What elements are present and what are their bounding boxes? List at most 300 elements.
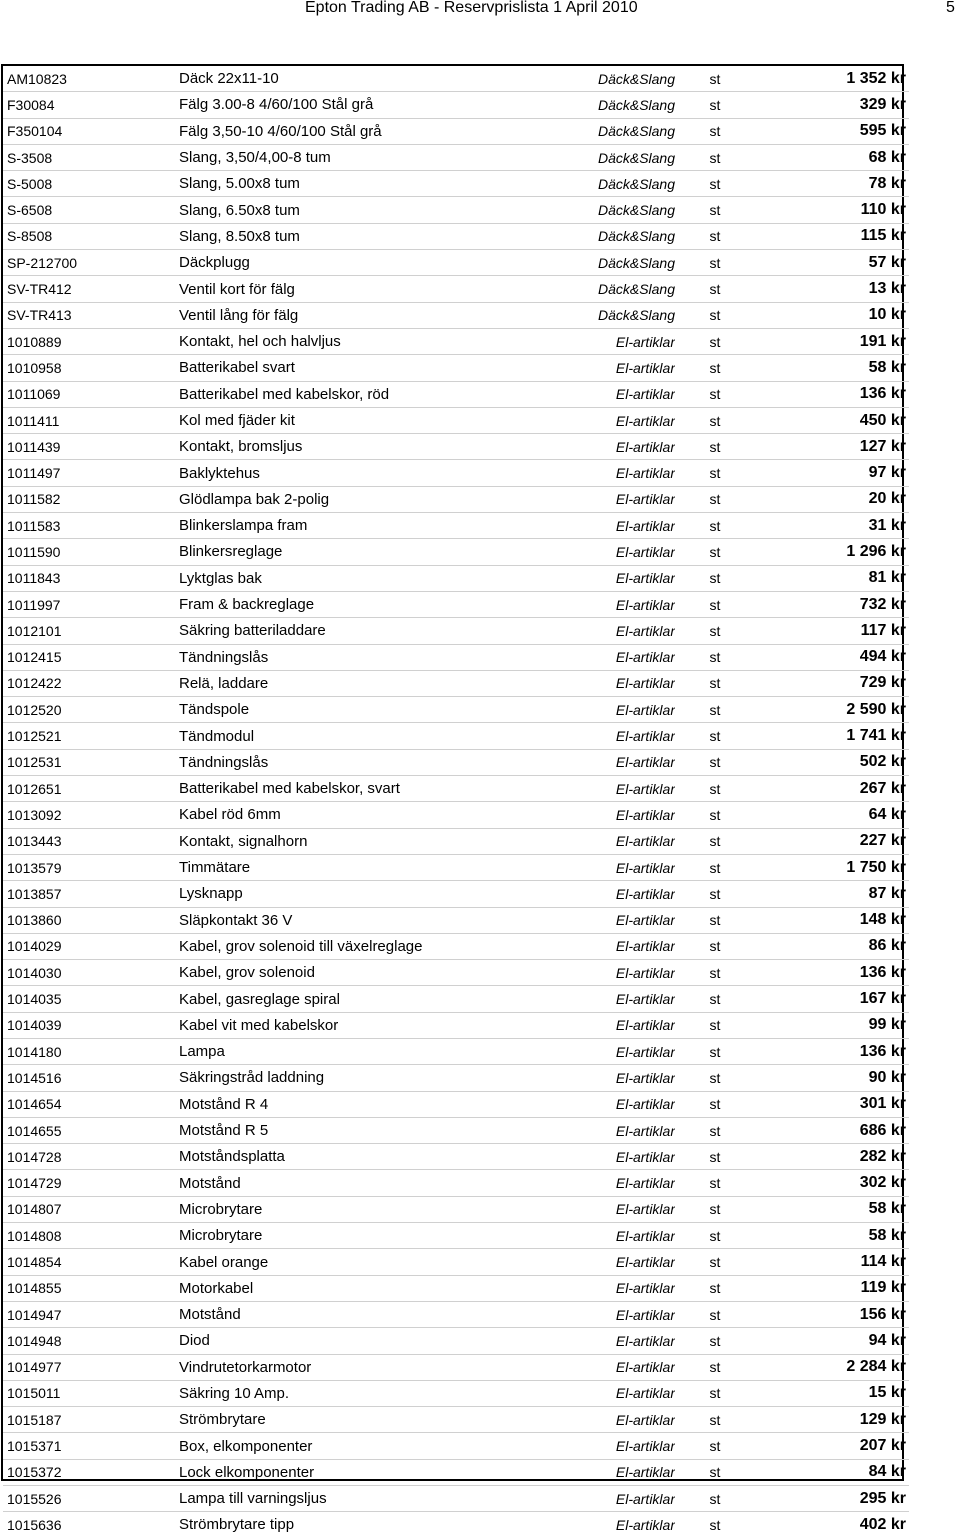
part-unit: st bbox=[675, 986, 755, 1012]
part-number: 1011997 bbox=[3, 591, 179, 617]
part-category: El-artiklar bbox=[615, 1516, 675, 1533]
part-price: 227 kr bbox=[755, 828, 909, 854]
part-category: El-artiklar bbox=[559, 486, 675, 512]
table-row bbox=[3, 1328, 909, 1354]
part-number: S-6508 bbox=[3, 197, 179, 223]
part-category: El-artiklar bbox=[559, 1433, 675, 1459]
part-description: Motstånd R 5 bbox=[179, 1117, 559, 1143]
part-price: 1 741 kr bbox=[755, 723, 909, 749]
part-unit: st bbox=[675, 539, 755, 565]
part-price: 2 284 kr bbox=[755, 1354, 909, 1380]
part-description: Slang, 3,50/4,00-8 tum bbox=[179, 144, 559, 170]
part-description: Tändmodul bbox=[179, 723, 559, 749]
part-unit: st bbox=[675, 907, 755, 933]
table-row bbox=[3, 907, 909, 933]
part-category: El-artiklar bbox=[559, 434, 675, 460]
part-description: Motstånd bbox=[179, 1301, 559, 1327]
part-description: Lampa till varningsljus bbox=[179, 1486, 559, 1512]
part-description: Motorkabel bbox=[179, 1275, 559, 1301]
part-category: Däck&Slang bbox=[559, 66, 675, 92]
part-unit: st bbox=[675, 1301, 755, 1327]
part-price: 20 kr bbox=[755, 486, 909, 512]
part-number: 1013860 bbox=[3, 907, 179, 933]
part-price: 58 kr bbox=[755, 355, 909, 381]
part-description: Säkring batteriladdare bbox=[179, 618, 559, 644]
part-description: Vindrutetorkarmotor bbox=[179, 1354, 559, 1380]
part-number: SV-TR413 bbox=[3, 302, 179, 328]
part-category: El-artiklar bbox=[559, 1196, 675, 1222]
part-unit: st bbox=[675, 854, 755, 880]
table-row bbox=[3, 749, 909, 775]
part-number: 1014728 bbox=[3, 1144, 179, 1170]
part-number: 1014035 bbox=[3, 986, 179, 1012]
table-row bbox=[3, 1117, 909, 1143]
part-category: El-artiklar bbox=[559, 986, 675, 1012]
part-number: SV-TR412 bbox=[3, 276, 179, 302]
part-number: S-3508 bbox=[3, 144, 179, 170]
part-description: Relä, laddare bbox=[179, 670, 559, 696]
part-category: El-artiklar bbox=[559, 1275, 675, 1301]
part-number: 1014948 bbox=[3, 1328, 179, 1354]
part-unit: st bbox=[675, 171, 755, 197]
table-row bbox=[3, 250, 909, 276]
part-category: El-artiklar bbox=[559, 960, 675, 986]
part-description: Box, elkomponenter bbox=[179, 1433, 559, 1459]
part-number: 1011843 bbox=[3, 565, 179, 591]
part-price: 114 kr bbox=[755, 1249, 909, 1275]
part-number: 1014655 bbox=[3, 1117, 179, 1143]
part-description: Ventil lång för fälg bbox=[179, 302, 559, 328]
table-row bbox=[3, 1065, 909, 1091]
part-description: Ventil kort för fälg bbox=[179, 276, 559, 302]
part-description: Slang, 8.50x8 tum bbox=[179, 223, 559, 249]
part-price: 1 352 kr bbox=[755, 66, 909, 92]
part-category: El-artiklar bbox=[559, 828, 675, 854]
part-category: Däck&Slang bbox=[559, 171, 675, 197]
part-price: 402 kr bbox=[859, 1515, 906, 1533]
part-unit: st bbox=[675, 618, 755, 644]
part-unit: st bbox=[675, 697, 755, 723]
table-row bbox=[3, 1012, 909, 1038]
part-unit: st bbox=[675, 381, 755, 407]
part-description: Kabel, gasreglage spiral bbox=[179, 986, 559, 1012]
part-description: Motstånd bbox=[179, 1170, 559, 1196]
part-unit: st bbox=[675, 1038, 755, 1064]
part-price: 84 kr bbox=[755, 1459, 909, 1485]
part-category: El-artiklar bbox=[559, 328, 675, 354]
part-price: 494 kr bbox=[755, 644, 909, 670]
part-unit: st bbox=[675, 460, 755, 486]
part-price: 148 kr bbox=[755, 907, 909, 933]
part-number: 1014030 bbox=[3, 960, 179, 986]
part-number: 1015371 bbox=[3, 1433, 179, 1459]
part-category: El-artiklar bbox=[559, 591, 675, 617]
part-category: El-artiklar bbox=[559, 1117, 675, 1143]
part-category: El-artiklar bbox=[559, 697, 675, 723]
part-unit: st bbox=[675, 723, 755, 749]
part-price: 167 kr bbox=[755, 986, 909, 1012]
part-price: 119 kr bbox=[755, 1275, 909, 1301]
part-category: El-artiklar bbox=[559, 881, 675, 907]
part-description: Lock elkomponenter bbox=[179, 1459, 559, 1485]
part-description: Timmätare bbox=[179, 854, 559, 880]
part-unit: st bbox=[675, 1459, 755, 1485]
part-category: El-artiklar bbox=[559, 749, 675, 775]
part-unit: st bbox=[675, 1249, 755, 1275]
part-category: El-artiklar bbox=[559, 1091, 675, 1117]
part-unit: st bbox=[675, 66, 755, 92]
table-row bbox=[3, 1275, 909, 1301]
part-number: 1014729 bbox=[3, 1170, 179, 1196]
part-description: Lysknapp bbox=[179, 881, 559, 907]
part-category: El-artiklar bbox=[559, 776, 675, 802]
part-number: 1014807 bbox=[3, 1196, 179, 1222]
part-unit: st bbox=[675, 1407, 755, 1433]
part-unit: st bbox=[675, 1223, 755, 1249]
part-price: 68 kr bbox=[755, 144, 909, 170]
part-number: 1014947 bbox=[3, 1301, 179, 1327]
part-price: 1 750 kr bbox=[755, 854, 909, 880]
part-description: Blinkerslampa fram bbox=[179, 513, 559, 539]
part-category: El-artiklar bbox=[559, 854, 675, 880]
part-number: 1014039 bbox=[3, 1012, 179, 1038]
part-description: Motståndsplatta bbox=[179, 1144, 559, 1170]
part-unit: st bbox=[675, 1328, 755, 1354]
part-category: El-artiklar bbox=[559, 513, 675, 539]
part-unit: st bbox=[675, 565, 755, 591]
part-unit: st bbox=[675, 355, 755, 381]
part-unit: st bbox=[675, 960, 755, 986]
part-unit: st bbox=[675, 1144, 755, 1170]
table-row bbox=[3, 1486, 909, 1512]
part-number: 1012101 bbox=[3, 618, 179, 644]
part-number: 1015187 bbox=[3, 1407, 179, 1433]
part-number: 1013443 bbox=[3, 828, 179, 854]
part-unit: st bbox=[675, 92, 755, 118]
part-price: 302 kr bbox=[755, 1170, 909, 1196]
part-unit: st bbox=[675, 407, 755, 433]
part-category: Däck&Slang bbox=[559, 118, 675, 144]
part-number: 1015372 bbox=[3, 1459, 179, 1485]
part-number: 1011583 bbox=[3, 513, 179, 539]
part-price: 78 kr bbox=[755, 171, 909, 197]
part-number: F350104 bbox=[3, 118, 179, 144]
part-category: El-artiklar bbox=[559, 1459, 675, 1485]
part-category: El-artiklar bbox=[559, 565, 675, 591]
part-number: 1014516 bbox=[3, 1065, 179, 1091]
part-unit: st bbox=[675, 1012, 755, 1038]
part-unit: st bbox=[675, 434, 755, 460]
table-row bbox=[3, 986, 909, 1012]
part-category: El-artiklar bbox=[559, 460, 675, 486]
part-category: El-artiklar bbox=[559, 1301, 675, 1327]
table-row bbox=[3, 302, 909, 328]
part-price: 87 kr bbox=[755, 881, 909, 907]
part-price: 90 kr bbox=[755, 1065, 909, 1091]
part-price: 2 590 kr bbox=[755, 697, 909, 723]
part-price: 136 kr bbox=[755, 1038, 909, 1064]
part-description: Kontakt, hel och halvljus bbox=[179, 328, 559, 354]
part-unit: st bbox=[675, 1380, 755, 1406]
part-number: 1015011 bbox=[3, 1380, 179, 1406]
table-row bbox=[3, 144, 909, 170]
part-price: 267 kr bbox=[755, 776, 909, 802]
part-unit: st bbox=[675, 881, 755, 907]
part-number: 1014855 bbox=[3, 1275, 179, 1301]
part-unit: st bbox=[675, 1433, 755, 1459]
table-row bbox=[3, 1380, 909, 1406]
part-description: Kabel orange bbox=[179, 1249, 559, 1275]
table-row bbox=[3, 513, 909, 539]
table-row bbox=[3, 618, 909, 644]
part-category: El-artiklar bbox=[559, 1038, 675, 1064]
table-row bbox=[3, 1354, 909, 1380]
part-price: 136 kr bbox=[755, 381, 909, 407]
part-description: Kabel, grov solenoid till växelreglage bbox=[179, 933, 559, 959]
part-category: El-artiklar bbox=[559, 802, 675, 828]
part-number: AM10823 bbox=[3, 66, 179, 92]
part-unit: st bbox=[675, 276, 755, 302]
part-category: El-artiklar bbox=[559, 1249, 675, 1275]
part-price: 686 kr bbox=[755, 1117, 909, 1143]
table-row bbox=[3, 1512, 909, 1538]
part-price: 732 kr bbox=[755, 591, 909, 617]
table-row bbox=[3, 1459, 909, 1485]
part-description: Kabel vit med kabelskor bbox=[179, 1012, 559, 1038]
part-category: El-artiklar bbox=[559, 1065, 675, 1091]
table-row bbox=[3, 697, 909, 723]
table-row bbox=[3, 776, 909, 802]
part-unit: st bbox=[675, 749, 755, 775]
part-price: 117 kr bbox=[755, 618, 909, 644]
table-row bbox=[3, 539, 909, 565]
part-number: 1011439 bbox=[3, 434, 179, 460]
part-price: 502 kr bbox=[755, 749, 909, 775]
part-price: 207 kr bbox=[755, 1433, 909, 1459]
part-unit: st bbox=[675, 802, 755, 828]
table-row bbox=[3, 1249, 909, 1275]
part-number: 1011582 bbox=[3, 486, 179, 512]
part-number: 1013092 bbox=[3, 802, 179, 828]
part-price: 58 kr bbox=[755, 1196, 909, 1222]
price-list-body bbox=[3, 66, 909, 1538]
part-description: Slang, 5.00x8 tum bbox=[179, 171, 559, 197]
part-description: Släpkontakt 36 V bbox=[179, 907, 559, 933]
part-number: 1011497 bbox=[3, 460, 179, 486]
part-unit: st bbox=[675, 1170, 755, 1196]
part-number: 1015636 bbox=[7, 1516, 62, 1533]
table-row bbox=[3, 1038, 909, 1064]
part-number: 1013579 bbox=[3, 854, 179, 880]
table-row bbox=[3, 171, 909, 197]
part-price: 57 kr bbox=[755, 250, 909, 276]
part-category: El-artiklar bbox=[559, 1144, 675, 1170]
part-unit: st bbox=[675, 1196, 755, 1222]
table-row bbox=[3, 276, 909, 302]
part-number: 1014977 bbox=[3, 1354, 179, 1380]
part-number: 1015526 bbox=[3, 1486, 179, 1512]
table-row bbox=[3, 591, 909, 617]
part-number: 1011590 bbox=[3, 539, 179, 565]
table-row bbox=[3, 1433, 909, 1459]
part-description: Motstånd R 4 bbox=[179, 1091, 559, 1117]
part-number: 1012422 bbox=[3, 670, 179, 696]
part-category: El-artiklar bbox=[559, 723, 675, 749]
part-description: Glödlampa bak 2-polig bbox=[179, 486, 559, 512]
part-price: 129 kr bbox=[755, 1407, 909, 1433]
part-price: 127 kr bbox=[755, 434, 909, 460]
table-row bbox=[3, 881, 909, 907]
table-row bbox=[3, 802, 909, 828]
part-category: El-artiklar bbox=[559, 355, 675, 381]
part-number: 1012520 bbox=[3, 697, 179, 723]
table-row bbox=[3, 1170, 909, 1196]
part-unit: st bbox=[675, 591, 755, 617]
part-description: Däck 22x11-10 bbox=[179, 66, 559, 92]
part-unit: st bbox=[709, 1516, 721, 1533]
part-price: 136 kr bbox=[755, 960, 909, 986]
part-description: Säkringstråd laddning bbox=[179, 1065, 559, 1091]
part-description: Baklyktehus bbox=[179, 460, 559, 486]
part-price: 64 kr bbox=[755, 802, 909, 828]
part-price: 282 kr bbox=[755, 1144, 909, 1170]
part-price: 156 kr bbox=[755, 1301, 909, 1327]
part-unit: st bbox=[675, 670, 755, 696]
part-price: 729 kr bbox=[755, 670, 909, 696]
part-description: Kabel, grov solenoid bbox=[179, 960, 559, 986]
part-category: El-artiklar bbox=[559, 407, 675, 433]
part-number: 1014854 bbox=[3, 1249, 179, 1275]
part-category: El-artiklar bbox=[559, 1407, 675, 1433]
part-unit: st bbox=[675, 1117, 755, 1143]
part-price: 191 kr bbox=[755, 328, 909, 354]
table-row bbox=[3, 460, 909, 486]
table-row bbox=[3, 1407, 909, 1433]
part-price: 58 kr bbox=[755, 1223, 909, 1249]
table-row bbox=[3, 355, 909, 381]
table-row bbox=[3, 118, 909, 144]
part-unit: st bbox=[675, 513, 755, 539]
part-unit: st bbox=[675, 644, 755, 670]
table-row bbox=[3, 66, 909, 92]
part-description: Diod bbox=[179, 1328, 559, 1354]
part-category: El-artiklar bbox=[559, 670, 675, 696]
part-price: 94 kr bbox=[755, 1328, 909, 1354]
part-number: 1010958 bbox=[3, 355, 179, 381]
part-number: 1012531 bbox=[3, 749, 179, 775]
part-price: 329 kr bbox=[755, 92, 909, 118]
table-row bbox=[3, 1223, 909, 1249]
table-row bbox=[3, 407, 909, 433]
part-category: El-artiklar bbox=[559, 1380, 675, 1406]
part-unit: st bbox=[675, 223, 755, 249]
part-description: Säkring 10 Amp. bbox=[179, 1380, 559, 1406]
table-row bbox=[3, 197, 909, 223]
table-row bbox=[3, 644, 909, 670]
part-description: Tändningslås bbox=[179, 644, 559, 670]
price-list-table-frame bbox=[1, 64, 906, 1534]
part-description: Microbrytare bbox=[179, 1196, 559, 1222]
part-unit: st bbox=[675, 1275, 755, 1301]
table-row bbox=[3, 434, 909, 460]
table-row bbox=[3, 381, 909, 407]
part-description: Kontakt, signalhorn bbox=[179, 828, 559, 854]
part-price: 15 kr bbox=[755, 1380, 909, 1406]
part-category: El-artiklar bbox=[559, 1486, 675, 1512]
part-category: Däck&Slang bbox=[559, 302, 675, 328]
part-category: El-artiklar bbox=[559, 1223, 675, 1249]
part-price: 10 kr bbox=[755, 302, 909, 328]
part-price: 115 kr bbox=[755, 223, 909, 249]
part-unit: st bbox=[675, 486, 755, 512]
table-row bbox=[3, 828, 909, 854]
table-row bbox=[3, 1301, 909, 1327]
part-description: Strömbrytare tipp bbox=[179, 1516, 295, 1534]
part-unit: st bbox=[675, 250, 755, 276]
page-header bbox=[0, 0, 960, 30]
part-category: El-artiklar bbox=[559, 907, 675, 933]
part-description: Lyktglas bak bbox=[179, 565, 559, 591]
table-row bbox=[3, 960, 909, 986]
part-category: Däck&Slang bbox=[559, 92, 675, 118]
table-row bbox=[3, 723, 909, 749]
part-category: El-artiklar bbox=[559, 933, 675, 959]
part-unit: st bbox=[675, 328, 755, 354]
part-number: F30084 bbox=[3, 92, 179, 118]
part-number: 1014180 bbox=[3, 1038, 179, 1064]
part-description: Strömbrytare bbox=[179, 1407, 559, 1433]
part-description: Däckplugg bbox=[179, 250, 559, 276]
part-number: 1012415 bbox=[3, 644, 179, 670]
part-price: 595 kr bbox=[755, 118, 909, 144]
part-description: Kol med fjäder kit bbox=[179, 407, 559, 433]
table-row bbox=[3, 1196, 909, 1222]
part-unit: st bbox=[675, 144, 755, 170]
document-title: Epton Trading AB - Reservprislista 1 April 2010 bbox=[305, 0, 638, 16]
part-unit: st bbox=[675, 828, 755, 854]
part-unit: st bbox=[675, 1486, 755, 1512]
part-number: 1013857 bbox=[3, 881, 179, 907]
part-price: 301 kr bbox=[755, 1091, 909, 1117]
part-category: El-artiklar bbox=[559, 644, 675, 670]
part-category: El-artiklar bbox=[559, 1012, 675, 1038]
part-description: Batterikabel med kabelskor, röd bbox=[179, 381, 559, 407]
part-description: Tändspole bbox=[179, 697, 559, 723]
price-list-table bbox=[3, 66, 909, 1538]
table-row bbox=[3, 223, 909, 249]
part-category: El-artiklar bbox=[559, 539, 675, 565]
part-description: Fälg 3,50-10 4/60/100 Stål grå bbox=[179, 118, 559, 144]
part-unit: st bbox=[675, 776, 755, 802]
part-number: 1014808 bbox=[3, 1223, 179, 1249]
part-description: Kontakt, bromsljus bbox=[179, 434, 559, 460]
part-price: 86 kr bbox=[755, 933, 909, 959]
table-row bbox=[3, 565, 909, 591]
part-number: 1014654 bbox=[3, 1091, 179, 1117]
part-category: Däck&Slang bbox=[559, 223, 675, 249]
part-price: 1 296 kr bbox=[755, 539, 909, 565]
table-row bbox=[3, 1144, 909, 1170]
part-unit: st bbox=[675, 1354, 755, 1380]
part-number: 1011069 bbox=[3, 381, 179, 407]
part-category: El-artiklar bbox=[559, 1328, 675, 1354]
page-number: 5 bbox=[946, 0, 955, 16]
part-number: 1010889 bbox=[3, 328, 179, 354]
part-description: Kabel röd 6mm bbox=[179, 802, 559, 828]
part-category: Däck&Slang bbox=[559, 144, 675, 170]
part-number: S-5008 bbox=[3, 171, 179, 197]
table-row bbox=[3, 933, 909, 959]
